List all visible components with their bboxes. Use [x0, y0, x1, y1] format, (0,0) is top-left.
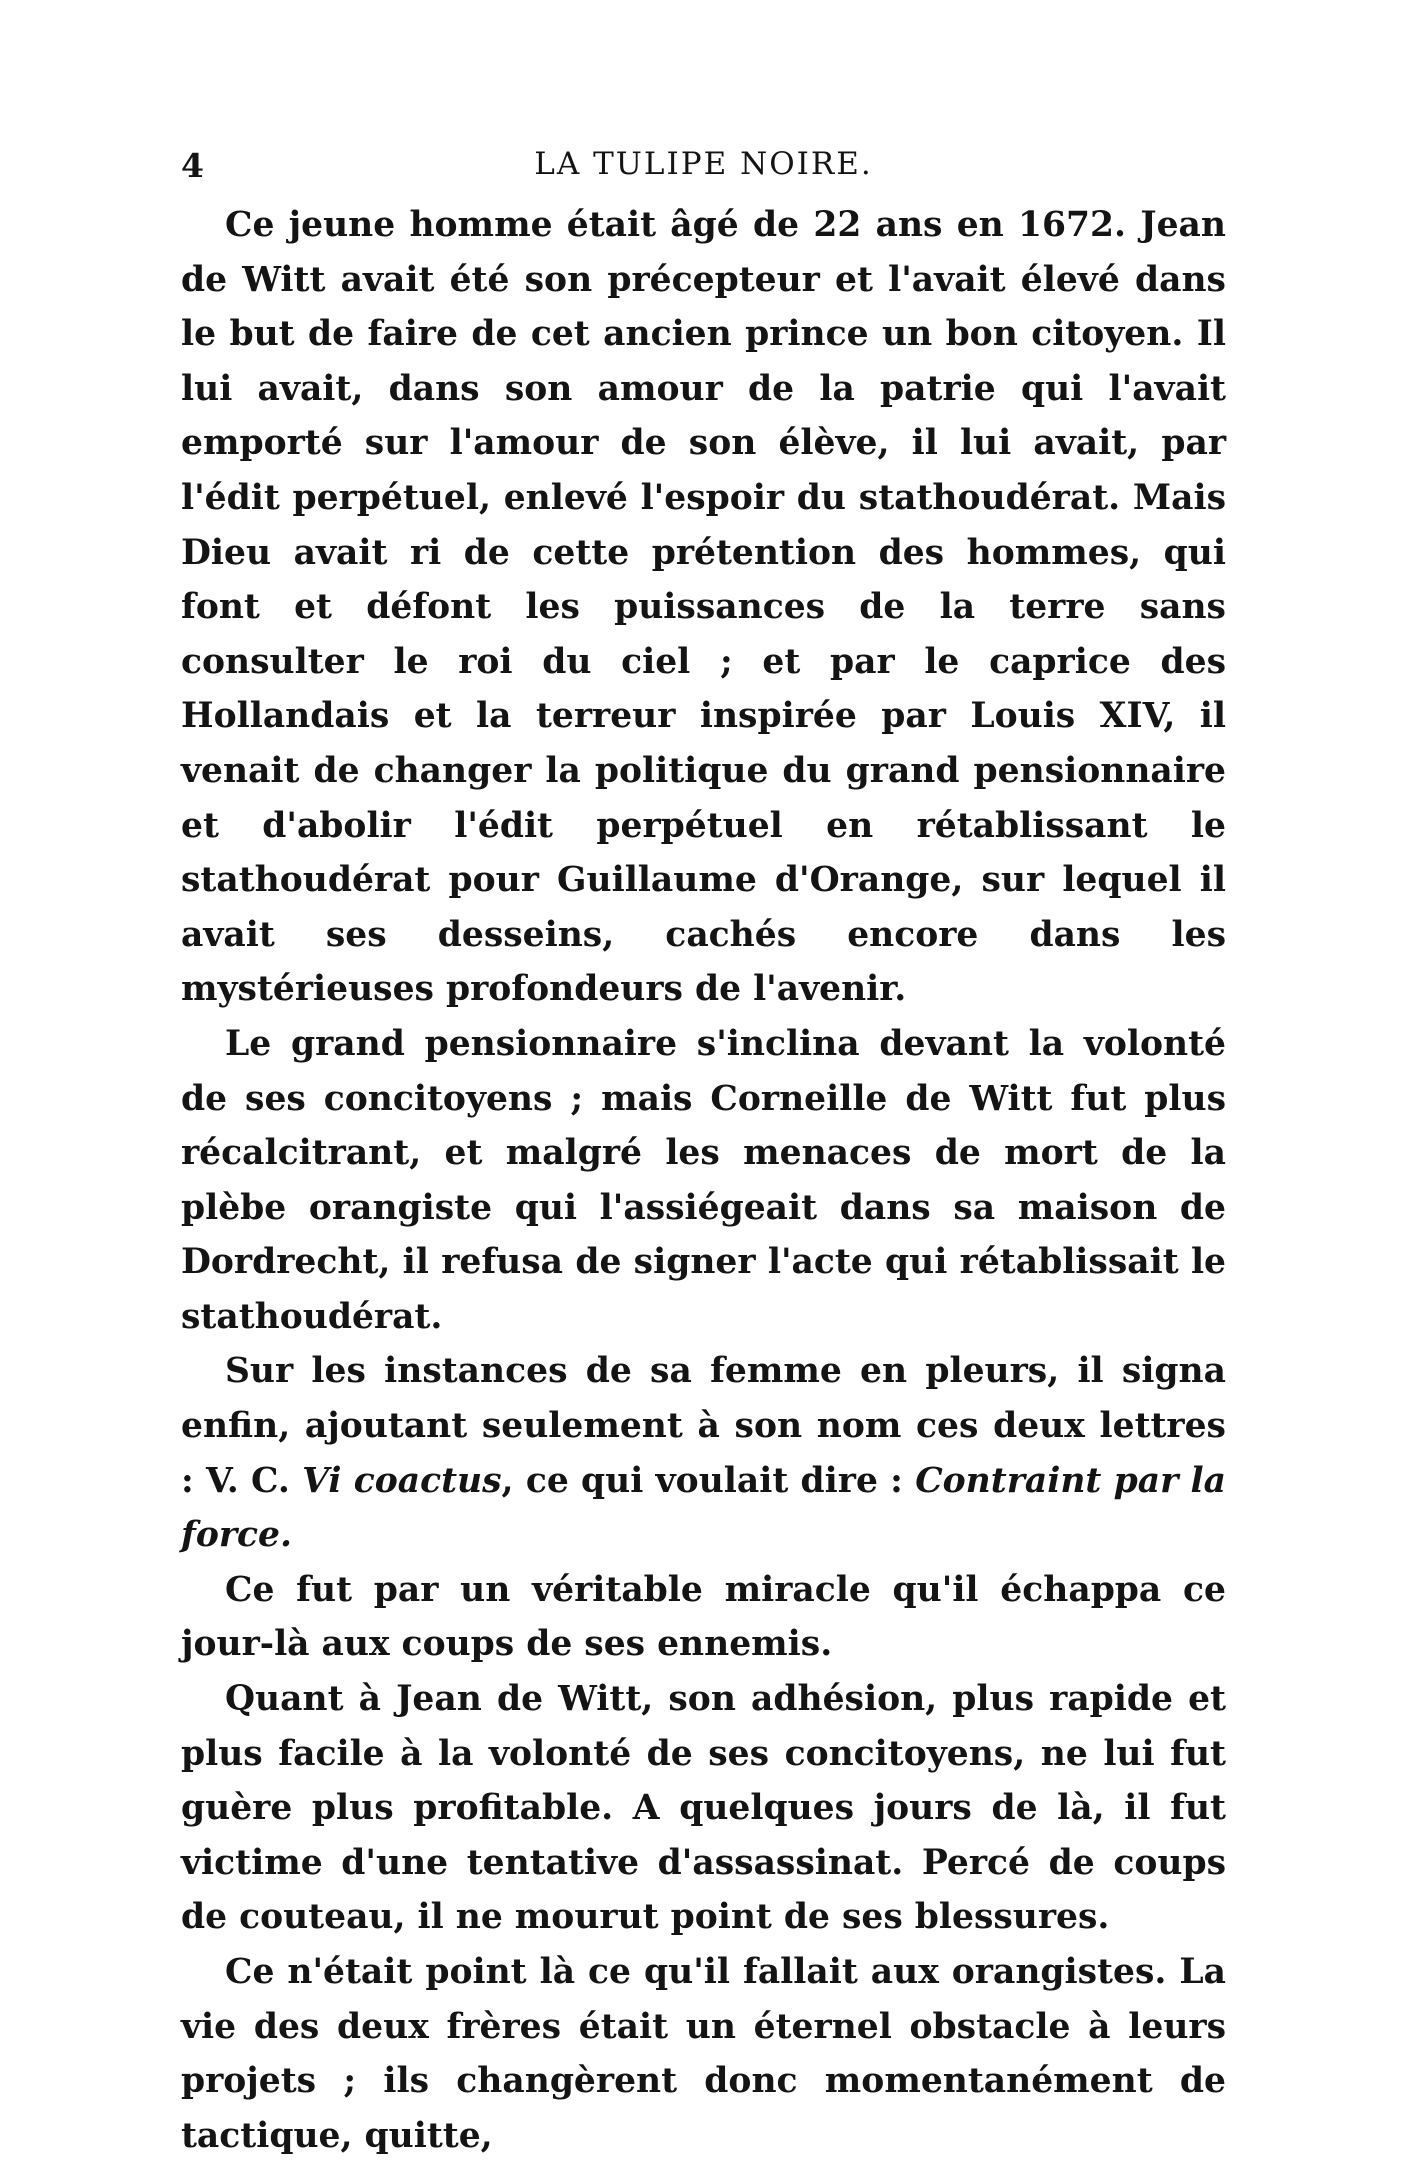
- italic-phrase: Contraint par la force.: [181, 1460, 1227, 1556]
- paragraph: Quant à Jean de Witt, son adhésion, plus rapide et plus facile à la volonté de ses concitoyens, ne lui fut guère plus profitable. A quelques jours de là, il fut victime d'une tentative d'assassinat. Percé de coups de couteau, il ne mourut point de ses blessures.: [181, 1679, 1226, 1938]
- paragraph: Ce fut par un véritable miracle qu'il échappa ce jour-là aux coups de ses ennemis.: [181, 1569, 1226, 1665]
- paragraph-text: , ce qui voulait dire :: [501, 1460, 903, 1501]
- paragraph: Ce n'était point là ce qu'il fallait aux orangistes. La vie des deux frères était un éternel obstacle à leurs projets ; ils changèrent donc momentanément de tactique, quitte,: [181, 1952, 1226, 2156]
- paragraph: Ce jeune homme était âgé de 22 ans en 1672. Jean de Witt avait été son précepteur et l'avait élevé dans le but de faire de cet ancien prince un bon citoyen. Il lui avait, dans son amour de la patrie qui l'avait emporté sur l'amour de son élève, il lui avait, par l'édit perpétuel, enlevé l'espoir du stathoudérat. Mais Dieu avait ri de cette prétention des hommes, qui font et défont les puissances de la terre sans consulter le roi du ciel ; et par le caprice des Hollandais et la terreur inspirée par Louis XIV, il venait de changer la politique du grand pensionnaire et d'abolir l'édit perpétuel en rétablissant le stathoudérat pour Guillaume d'Orange, sur lequel il avait ses desseins, cachés encore dans les mystérieuses profondeurs de l'avenir.: [181, 205, 1226, 1010]
- page-number: 4: [181, 146, 204, 185]
- italic-phrase: Vi coactus: [302, 1460, 502, 1501]
- paragraph-text: Sur les instances de sa femme en pleurs, il signa enfin, ajoutant seulement à son nom ces deux lettres : V. C.: [181, 1351, 1226, 1501]
- body-text: [181, 198, 1226, 2163]
- page-header: [181, 146, 1226, 186]
- paragraph: Le grand pensionnaire s'inclina devant la volonté de ses concitoyens ; mais Corneille de Witt fut plus récalcitrant, et malgré les menaces de mort de la plèbe orangiste qui l'assiégeait dans sa maison de Dordrecht, il refusa de signer l'acte qui rétablissait le stathoudérat.: [181, 1023, 1226, 1337]
- paragraph: [181, 1344, 1226, 1562]
- running-title: LA TULIPE NOIRE.: [534, 146, 873, 182]
